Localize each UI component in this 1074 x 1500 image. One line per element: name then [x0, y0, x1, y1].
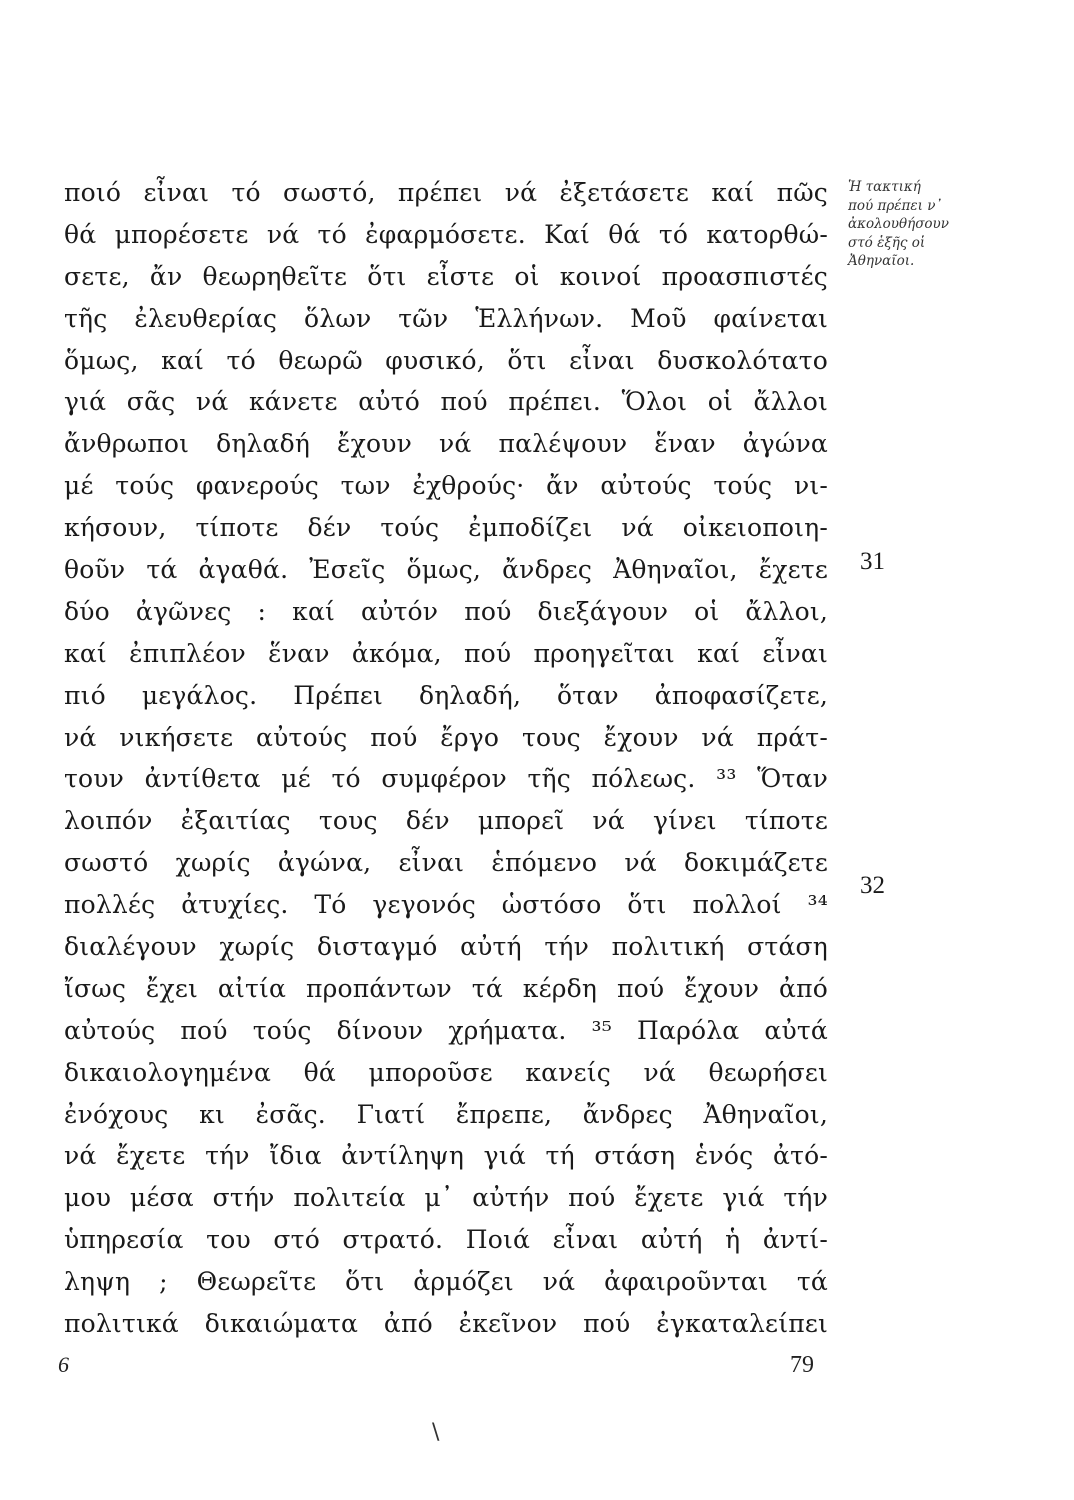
- text-line: πιό μεγάλος. Πρέπει δηλαδή, ὅταν ἀποφασίζετε,: [64, 680, 828, 710]
- text-line: δύο ἀγῶνες : καί αὐτόν πού διεξάγουν οἱ ἄλλοι,: [64, 596, 828, 626]
- margin-note: [848, 178, 1018, 271]
- text-line: θά μπορέσετε νά τό ἐφαρμόσετε. Καί θά τό κατορθώ-: [64, 219, 828, 249]
- signature-mark: 6: [58, 1352, 69, 1377]
- text-line: αὐτούς πού τούς δίνουν χρήματα. ³⁵ Παρόλα αὐτά: [64, 1015, 828, 1045]
- text-line: ληψη ; Θεωρεῖτε ὅτι ἁρμόζει νά ἀφαιροῦνται τά: [64, 1267, 828, 1297]
- page-number: 79: [790, 1352, 814, 1378]
- margin-note-line: στό ἑξῆς οἱ: [848, 234, 926, 251]
- margin-note-line: πού πρέπει ν᾿: [848, 197, 943, 214]
- text-line: νά νικήσετε αὐτούς πού ἔργο τους ἔχουν νά πράτ-: [64, 722, 828, 752]
- text-line: σετε, ἄν θεωρηθεῖτε ὅτι εἶστε οἱ κοινοί προασπιστές: [64, 261, 828, 291]
- text-line: μέ τούς φανερούς των ἐχθρούς· ἄν αὐτούς τούς νι-: [64, 471, 828, 501]
- section-marker-31: 31: [860, 548, 885, 575]
- text-line: μου μέσα στήν πολιτεία μ᾿ αὐτήν πού ἔχετε γιά τήν: [64, 1183, 828, 1213]
- text-line: τῆς ἐλευθερίας ὅλων τῶν Ἑλλήνων. Μοῦ φαίνεται: [64, 303, 828, 333]
- text-line: γιά σᾶς νά κάνετε αὐτό πού πρέπει. Ὅλοι οἱ ἄλλοι: [64, 387, 828, 417]
- text-line: καί ἐπιπλέον ἕναν ἀκόμα, πού προηγεῖται καί εἶναι: [64, 638, 828, 668]
- text-line: τουν ἀντίθετα μέ τό συμφέρον τῆς πόλεως. ³³ Ὅταν: [64, 764, 828, 794]
- text-line: πολιτικά δικαιώματα ἀπό ἐκεῖνον πού ἐγκαταλείπει: [64, 1309, 828, 1339]
- section-marker-32: 32: [860, 872, 885, 899]
- text-line: σωστό χωρίς ἀγώνα, εἶναι ἑπόμενο νά δοκιμάζετε: [64, 848, 828, 878]
- text-line: δικαιολογημένα θά μποροῦσε κανείς νά θεωρήσει: [64, 1057, 828, 1087]
- text-line: πολλές ἀτυχίες. Τό γεγονός ὡστόσο ὅτι πολλοί ³⁴: [64, 890, 828, 920]
- main-text-block: [64, 172, 828, 1345]
- text-line: ὑπηρεσία του στό στρατό. Ποιά εἶναι αὐτή ἡ ἀντί-: [64, 1225, 828, 1255]
- margin-note-line: Ἡ τακτική: [848, 179, 921, 195]
- text-line: ἄνθρωποι δηλαδή ἔχουν νά παλέψουν ἕναν ἀγώνα: [64, 429, 828, 459]
- margin-note-line: Ἀθηναῖοι.: [848, 253, 915, 269]
- text-line: ὅμως, καί τό θεωρῶ φυσικό, ὅτι εἶναι δυσκολότατο: [64, 345, 828, 375]
- stray-mark: \: [432, 1420, 440, 1445]
- text-line: ἴσως ἔχει αἰτία προπάντων τά κέρδη πού ἔχουν ἀπό: [64, 973, 828, 1003]
- text-line: λοιπόν ἐξαιτίας τους δέν μπορεῖ νά γίνει τίποτε: [64, 806, 828, 836]
- text-line: διαλέγουν χωρίς δισταγμό αὐτή τήν πολιτική στάση: [64, 932, 828, 962]
- text-line: θοῦν τά ἀγαθά. Ἐσεῖς ὅμως, ἄνδρες Ἀθηναῖοι, ἔχετε: [64, 555, 828, 585]
- text-line: ἐνόχους κι ἐσᾶς. Γιατί ἔπρεπε, ἄνδρες Ἀθηναῖοι,: [64, 1099, 828, 1129]
- text-line: νά ἔχετε τήν ἴδια ἀντίληψη γιά τή στάση ἑνός ἀτό-: [64, 1141, 828, 1171]
- margin-note-line: ἀκολουθήσουν: [848, 216, 949, 232]
- text-line: κήσουν, τίποτε δέν τούς ἐμποδίζει νά οἰκειοποιη-: [64, 513, 828, 543]
- text-line: ποιό εἶναι τό σωστό, πρέπει νά ἐξετάσετε καί πῶς: [64, 178, 828, 207]
